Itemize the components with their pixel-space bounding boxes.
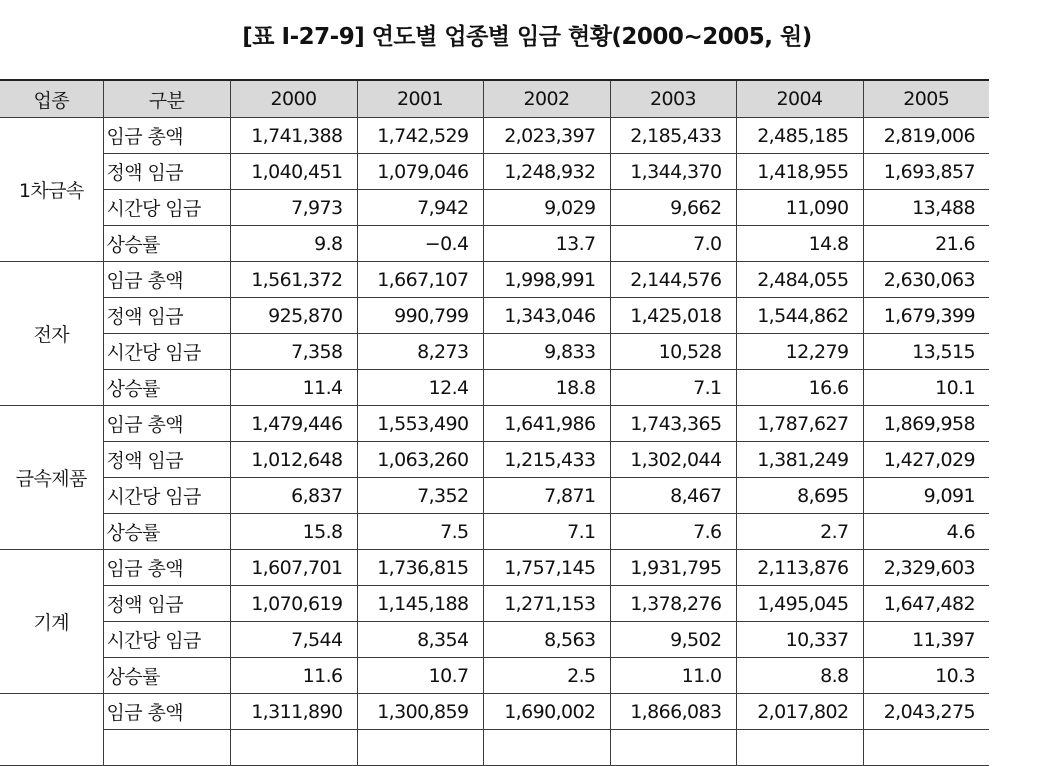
industry-cell — [0, 694, 103, 766]
value-cell: 1,869,958 — [863, 406, 989, 442]
category-cell: 상승률 — [103, 226, 230, 262]
value-cell: 9,091 — [863, 478, 989, 514]
value-cell: 15.8 — [230, 514, 357, 550]
value-cell: 1,690,002 — [483, 694, 610, 730]
value-cell: 1,381,249 — [736, 442, 863, 478]
category-cell — [103, 730, 230, 766]
value-cell: 1,998,991 — [483, 262, 610, 298]
value-cell: 1,070,619 — [230, 586, 357, 622]
value-cell: 7,973 — [230, 190, 357, 226]
table-row — [0, 478, 989, 514]
value-cell: 1,743,365 — [610, 406, 736, 442]
table-row — [0, 118, 989, 154]
value-cell: 7.1 — [610, 370, 736, 406]
value-cell: 1,300,859 — [357, 694, 483, 730]
table-row — [0, 730, 989, 766]
value-cell: 1,741,388 — [230, 118, 357, 154]
category-cell: 시간당 임금 — [103, 622, 230, 658]
category-cell: 상승률 — [103, 514, 230, 550]
value-cell: 2,819,006 — [863, 118, 989, 154]
value-cell: 2,043,275 — [863, 694, 989, 730]
value-cell: 1,215,433 — [483, 442, 610, 478]
category-cell: 임금 총액 — [103, 262, 230, 298]
value-cell: 1,040,451 — [230, 154, 357, 190]
value-cell: 9.8 — [230, 226, 357, 262]
value-cell: 2,017,802 — [736, 694, 863, 730]
value-cell: 1,343,046 — [483, 298, 610, 334]
category-cell: 임금 총액 — [103, 118, 230, 154]
header-year-2004: 2004 — [736, 80, 863, 118]
value-cell: 1,553,490 — [357, 406, 483, 442]
table-row — [0, 226, 989, 262]
value-cell: 8,467 — [610, 478, 736, 514]
value-cell: 1,378,276 — [610, 586, 736, 622]
value-cell: 2,113,876 — [736, 550, 863, 586]
value-cell: 2.5 — [483, 658, 610, 694]
value-cell: 10,528 — [610, 334, 736, 370]
industry-cell: 전자 — [0, 262, 103, 406]
value-cell: 13,488 — [863, 190, 989, 226]
value-cell: 12.4 — [357, 370, 483, 406]
industry-cell: 1차금속 — [0, 118, 103, 262]
table-body — [0, 118, 989, 766]
value-cell: 11.0 — [610, 658, 736, 694]
value-cell: 7.5 — [357, 514, 483, 550]
category-cell: 정액 임금 — [103, 442, 230, 478]
value-cell: 2,185,433 — [610, 118, 736, 154]
value-cell: 1,012,648 — [230, 442, 357, 478]
value-cell: 11,090 — [736, 190, 863, 226]
value-cell: 8,354 — [357, 622, 483, 658]
value-cell: 1,271,153 — [483, 586, 610, 622]
value-cell: 10.7 — [357, 658, 483, 694]
table-row — [0, 442, 989, 478]
value-cell: 11.6 — [230, 658, 357, 694]
table-title: [표 Ⅰ-27-9] 연도별 업종별 임금 현황(2000~2005, 원) — [242, 24, 812, 50]
category-cell: 임금 총액 — [103, 694, 230, 730]
value-cell: 2,630,063 — [863, 262, 989, 298]
table-row — [0, 262, 989, 298]
value-cell: 9,833 — [483, 334, 610, 370]
category-cell: 상승률 — [103, 658, 230, 694]
value-cell: 7.1 — [483, 514, 610, 550]
value-cell: 1,693,857 — [863, 154, 989, 190]
category-cell: 시간당 임금 — [103, 190, 230, 226]
value-cell: 1,667,107 — [357, 262, 483, 298]
category-cell: 임금 총액 — [103, 406, 230, 442]
value-cell: 9,029 — [483, 190, 610, 226]
value-cell: 1,344,370 — [610, 154, 736, 190]
value-cell: 925,870 — [230, 298, 357, 334]
value-cell: 1,787,627 — [736, 406, 863, 442]
category-cell: 시간당 임금 — [103, 334, 230, 370]
value-cell: 2,023,397 — [483, 118, 610, 154]
value-cell: 11,397 — [863, 622, 989, 658]
value-cell: 10.1 — [863, 370, 989, 406]
table-row — [0, 658, 989, 694]
value-cell: 1,757,145 — [483, 550, 610, 586]
value-cell: 8,273 — [357, 334, 483, 370]
table-header — [0, 80, 989, 118]
value-cell — [863, 730, 989, 766]
category-cell: 상승률 — [103, 370, 230, 406]
value-cell: 1,931,795 — [610, 550, 736, 586]
value-cell: 1,425,018 — [610, 298, 736, 334]
value-cell: 1,063,260 — [357, 442, 483, 478]
value-cell: 1,418,955 — [736, 154, 863, 190]
value-cell: 7,942 — [357, 190, 483, 226]
value-cell: 9,502 — [610, 622, 736, 658]
value-cell: 7,352 — [357, 478, 483, 514]
value-cell: 1,641,986 — [483, 406, 610, 442]
table-row — [0, 622, 989, 658]
value-cell: 2,144,576 — [610, 262, 736, 298]
value-cell: 2,329,603 — [863, 550, 989, 586]
category-cell: 시간당 임금 — [103, 478, 230, 514]
value-cell: 8.8 — [736, 658, 863, 694]
value-cell: 8,563 — [483, 622, 610, 658]
table-row — [0, 298, 989, 334]
value-cell: 1,607,701 — [230, 550, 357, 586]
value-cell — [483, 730, 610, 766]
value-cell: 1,561,372 — [230, 262, 357, 298]
value-cell: 7,544 — [230, 622, 357, 658]
value-cell: 1,479,446 — [230, 406, 357, 442]
value-cell: 2.7 — [736, 514, 863, 550]
value-cell: 7.0 — [610, 226, 736, 262]
value-cell: 6,837 — [230, 478, 357, 514]
value-cell: 1,302,044 — [610, 442, 736, 478]
category-cell: 정액 임금 — [103, 298, 230, 334]
value-cell: 1,145,188 — [357, 586, 483, 622]
value-cell: 4.6 — [863, 514, 989, 550]
header-year-2002: 2002 — [483, 80, 610, 118]
table-row — [0, 406, 989, 442]
table-row — [0, 370, 989, 406]
table-row — [0, 694, 989, 730]
value-cell — [230, 730, 357, 766]
value-cell: 21.6 — [863, 226, 989, 262]
value-cell: 1,647,482 — [863, 586, 989, 622]
value-cell: 1,248,932 — [483, 154, 610, 190]
value-cell: 2,484,055 — [736, 262, 863, 298]
industry-cell: 기계 — [0, 550, 103, 694]
table-row — [0, 550, 989, 586]
value-cell: 13.7 — [483, 226, 610, 262]
wage-table — [0, 79, 989, 766]
value-cell: 1,079,046 — [357, 154, 483, 190]
value-cell: 990,799 — [357, 298, 483, 334]
value-cell — [736, 730, 863, 766]
value-cell: 18.8 — [483, 370, 610, 406]
value-cell — [610, 730, 736, 766]
header-row — [0, 80, 989, 118]
value-cell: 12,279 — [736, 334, 863, 370]
value-cell: 7,358 — [230, 334, 357, 370]
value-cell: 11.4 — [230, 370, 357, 406]
table-row — [0, 190, 989, 226]
header-year-2003: 2003 — [610, 80, 736, 118]
header-category: 구분 — [103, 80, 230, 118]
value-cell: 7.6 — [610, 514, 736, 550]
category-cell: 정액 임금 — [103, 154, 230, 190]
value-cell: 1,427,029 — [863, 442, 989, 478]
value-cell: 7,871 — [483, 478, 610, 514]
header-year-2000: 2000 — [230, 80, 357, 118]
value-cell — [357, 730, 483, 766]
value-cell: 9,662 — [610, 190, 736, 226]
value-cell: 1,736,815 — [357, 550, 483, 586]
value-cell: 1,544,862 — [736, 298, 863, 334]
category-cell: 임금 총액 — [103, 550, 230, 586]
value-cell: −0.4 — [357, 226, 483, 262]
value-cell: 10.3 — [863, 658, 989, 694]
category-cell: 정액 임금 — [103, 586, 230, 622]
value-cell: 1,495,045 — [736, 586, 863, 622]
value-cell: 8,695 — [736, 478, 863, 514]
value-cell: 1,866,083 — [610, 694, 736, 730]
value-cell: 14.8 — [736, 226, 863, 262]
value-cell: 1,742,529 — [357, 118, 483, 154]
table-row — [0, 586, 989, 622]
table-row — [0, 334, 989, 370]
value-cell: 1,311,890 — [230, 694, 357, 730]
table-row — [0, 514, 989, 550]
value-cell: 2,485,185 — [736, 118, 863, 154]
table-row — [0, 154, 989, 190]
header-year-2005: 2005 — [863, 80, 989, 118]
value-cell: 1,679,399 — [863, 298, 989, 334]
value-cell: 16.6 — [736, 370, 863, 406]
header-year-2001: 2001 — [357, 80, 483, 118]
industry-cell: 금속제품 — [0, 406, 103, 550]
value-cell: 13,515 — [863, 334, 989, 370]
value-cell: 10,337 — [736, 622, 863, 658]
header-industry: 업종 — [0, 80, 103, 118]
